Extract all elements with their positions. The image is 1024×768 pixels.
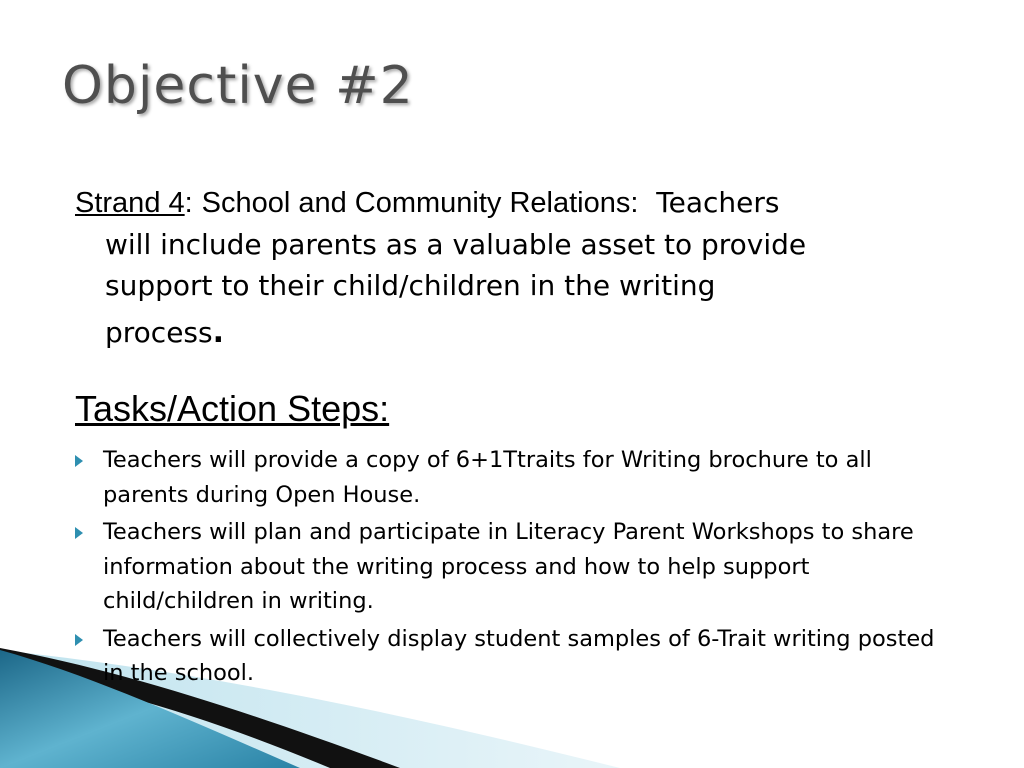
strand-text-line-4-word: process: [105, 316, 213, 349]
strand-text-line-4: [105, 312, 975, 353]
strand-label: Strand 4: [75, 187, 185, 219]
tasks-list: [75, 443, 935, 694]
strand-heading-colon: :: [630, 187, 639, 219]
task-item-2: [75, 515, 935, 619]
strand-colon: :: [184, 187, 193, 219]
task-text-3: Teachers will collectively display student samples of 6-Trait writing posted in the school.: [103, 625, 935, 686]
bullet-arrow-icon: [75, 634, 83, 646]
tasks-heading: Tasks/Action Steps:: [75, 388, 390, 429]
strand-heading: School and Community Relations: [201, 187, 631, 219]
strand-paragraph: [75, 182, 975, 353]
task-text-1: Teachers will provide a copy of 6+1Ttraits for Writing brochure to all parents during Open House.: [103, 447, 872, 508]
bullet-arrow-icon: [75, 527, 83, 539]
strand-text-body: [75, 224, 975, 353]
strand-text-line-2: will include parents as a valuable asset to provide: [105, 228, 807, 261]
task-item-1: [75, 443, 935, 512]
task-text-2: Teachers will plan and participate in Literacy Parent Workshops to share information about the writing process and how to help support child/children in writing.: [103, 519, 914, 614]
slide-title: Objective #2: [62, 56, 414, 116]
strand-text-line-3: support to their child/children in the writing: [105, 269, 716, 302]
bullet-arrow-icon: [75, 455, 83, 467]
strand-period: .: [212, 315, 225, 350]
strand-text-line-1: Teachers: [656, 186, 780, 219]
task-item-3: [75, 622, 935, 691]
